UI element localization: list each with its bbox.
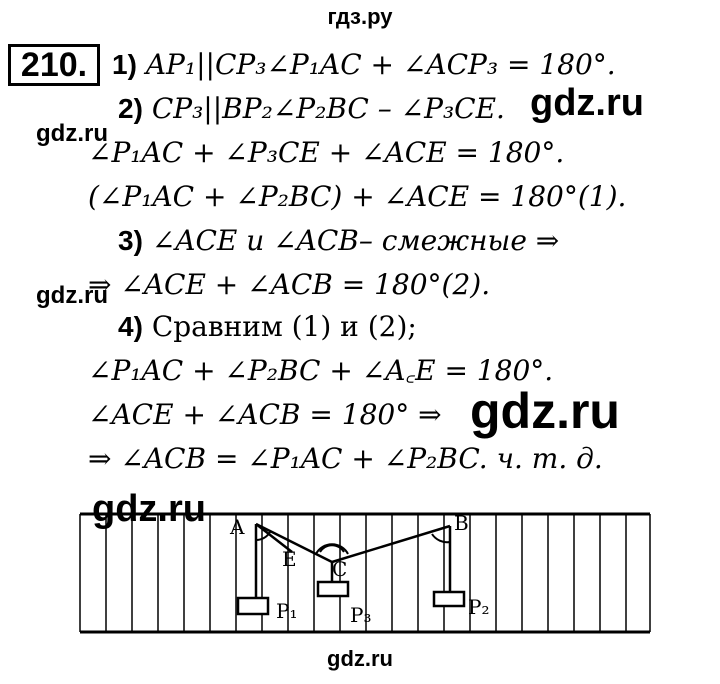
line-text: ⇒ ∠ACB = ∠P₁AC + ∠P₂BC. ч. т. д. xyxy=(88,442,603,475)
step-marker: 3) xyxy=(118,225,143,256)
solution-line-2 xyxy=(118,92,505,126)
watermark: gdz.ru xyxy=(36,282,108,309)
geometry-diagram xyxy=(60,490,660,640)
label-P3: P₃ xyxy=(350,603,372,627)
solution-line-7 xyxy=(118,310,417,344)
solution-line-10 xyxy=(88,442,603,476)
watermark: gdz.ru xyxy=(530,82,644,124)
solution-line-9 xyxy=(88,398,442,432)
site-footer: gdz.ru xyxy=(327,646,393,671)
weight-P3 xyxy=(318,582,348,596)
step-marker: 2) xyxy=(118,93,143,124)
problem-number: 210. xyxy=(8,44,100,86)
step-marker: 4) xyxy=(118,311,143,342)
line-text: ∠P₁AC + ∠P₃CE + ∠ACE = 180°. xyxy=(88,136,565,169)
site-header: гдз.ру xyxy=(327,4,393,29)
line-text: ∠ACE + ∠ACB = 180° ⇒ xyxy=(88,398,442,431)
watermark: gdz.ru xyxy=(36,120,108,147)
line-text: ∠P₁AC + ∠P₂BC + ∠A꜀E = 180°. xyxy=(88,354,554,387)
label-P2: P₂ xyxy=(468,595,490,619)
weight-P1 xyxy=(238,598,268,614)
label-C: C xyxy=(332,557,348,581)
line-text: ⇒ ∠ACE + ∠ACB = 180°(2). xyxy=(88,268,491,301)
watermark: gdz.ru xyxy=(92,488,206,530)
line-text: CP₃||BP₂∠P₂BC – ∠P₃CE. xyxy=(151,92,505,125)
angle-arc-B xyxy=(432,534,450,542)
label-B: B xyxy=(454,511,469,535)
weight-P2 xyxy=(434,592,464,606)
solution-line-4 xyxy=(88,180,626,214)
solution-line-5 xyxy=(118,224,559,258)
step-marker: 1) xyxy=(112,49,137,80)
line-text: ∠ACE и ∠ACB– смежные ⇒ xyxy=(151,224,560,257)
solution-line-6 xyxy=(88,268,490,302)
line-text: (∠P₁AC + ∠P₂BC) + ∠ACE = 180°(1). xyxy=(88,180,627,213)
line-text: AP₁||CP₃∠P₁AC + ∠ACP₃ = 180°. xyxy=(145,48,616,81)
line-text: Сравним (1) и (2); xyxy=(151,310,417,343)
string-BC xyxy=(332,526,450,562)
solution-line-1 xyxy=(112,48,616,82)
watermark: gdz.ru xyxy=(470,383,620,439)
solution-line-3 xyxy=(88,136,564,170)
label-P1: P₁ xyxy=(276,599,298,623)
label-E: E xyxy=(282,547,297,571)
label-A: A xyxy=(230,515,245,539)
